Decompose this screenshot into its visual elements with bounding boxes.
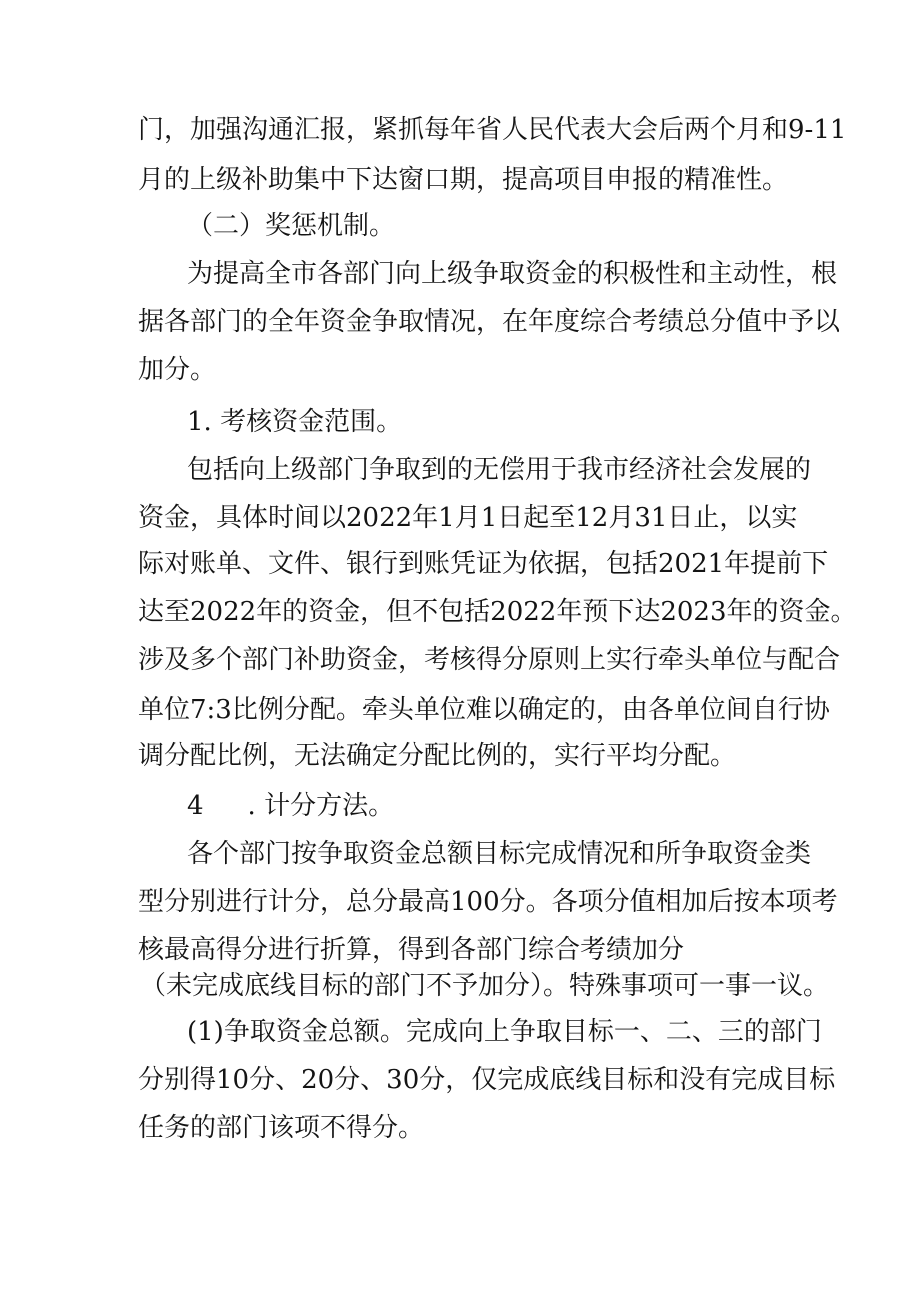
paragraph-line: 单位7:3比例分配。牵头单位难以确定的，由各单位间自行协: [138, 695, 830, 725]
paragraph-line: 包括向上级部门争取到的无偿用于我市经济社会发展的: [187, 455, 812, 485]
subsection-heading: 1. 考核资金范围。: [187, 407, 403, 437]
paragraph-line: 核最高得分进行折算，得到各部门综合考绩加分: [138, 935, 685, 965]
paragraph-line: 分别得10分、20分、30分，仅完成底线目标和没有完成目标: [138, 1065, 836, 1095]
paragraph-line: （未完成底线目标的部门不予加分）。特殊事项可一事一议。: [140, 971, 830, 1001]
section-heading: （二）奖惩机制。: [187, 211, 396, 241]
paragraph-line: 达至2022年的资金，但不包括2022年预下达2023年的资金。: [138, 597, 857, 627]
paragraph-line: 加分。: [138, 355, 217, 385]
paragraph-line: 为提高全市各部门向上级争取资金的积极性和主动性，根: [187, 259, 838, 289]
paragraph-line: (1)争取资金总额。完成向上争取目标一、二、三的部门: [187, 1017, 822, 1047]
paragraph-line: 门，加强沟通汇报，紧抓每年省人民代表大会后两个月和9-11: [138, 115, 847, 145]
item-number: 4: [187, 791, 204, 821]
paragraph-line: 型分别进行计分，总分最高100分。各项分值相加后按本项考: [138, 887, 838, 917]
paragraph-line: 月的上级补助集中下达窗口期，提高项目申报的精准性。: [138, 165, 789, 195]
paragraph-line: 际对账单、文件、银行到账凭证为依据，包括2021年提前下: [138, 549, 829, 579]
paragraph-line: 任务的部门该项不得分。: [138, 1113, 425, 1143]
paragraph-line: 据各部门的全年资金争取情况，在年度综合考绩总分值中予以: [138, 307, 841, 337]
item-title: . 计分方法。: [247, 791, 395, 821]
paragraph-line: 调分配比例，无法确定分配比例的，实行平均分配。: [138, 741, 737, 771]
paragraph-line: 各个部门按争取资金总额目标完成情况和所争取资金类: [187, 839, 812, 869]
subsection-heading: [187, 790, 394, 822]
paragraph-line: 涉及多个部门补助资金，考核得分原则上实行牵头单位与配合: [138, 645, 841, 675]
paragraph-line: 资金，具体时间以2022年1月1日起至12月31日止，以实: [138, 503, 798, 533]
